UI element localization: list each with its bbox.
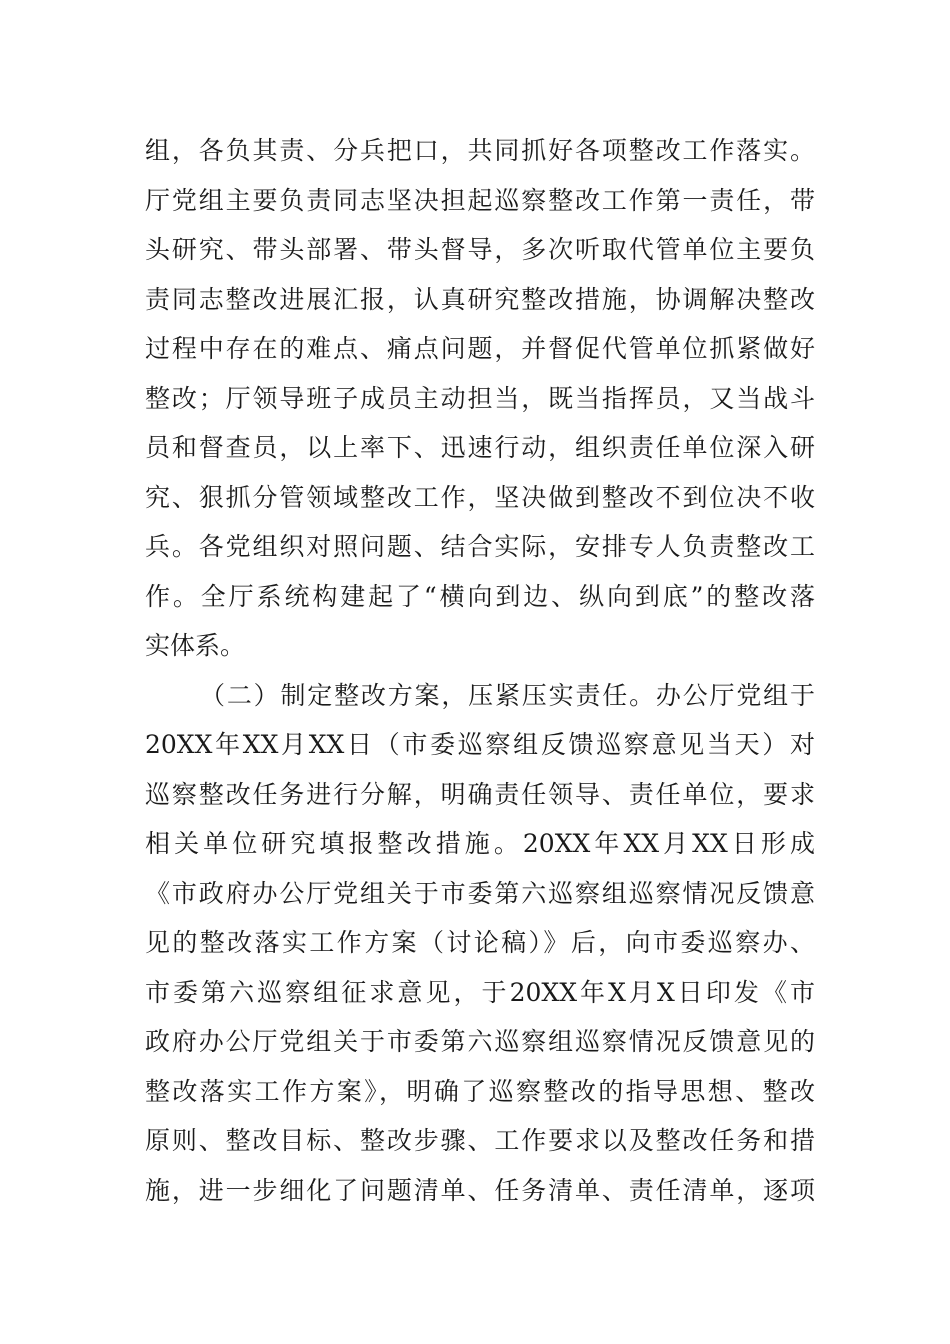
text-line: 实体系。 — [145, 631, 246, 660]
text-line: 《市政府办公厅党组关于市委第六巡察组巡察情况反馈意 — [145, 878, 815, 908]
text-line: 责同志整改进展汇报，认真研究整改措施，协调解决整改 — [145, 284, 815, 314]
text-line: 整改落实工作方案》，明确了巡察整改的指导思想、整改 — [145, 1076, 815, 1106]
text-line: 组，各负其责、分兵把口，共同抓好各项整改工作落实。 — [145, 136, 815, 165]
text-line: 原则、整改目标、整改步骤、工作要求以及整改任务和措 — [145, 1126, 815, 1155]
text-line: 见的整改落实工作方案（讨论稿）》后，向市委巡察办、 — [145, 928, 815, 957]
text-line: 市委第六巡察组征求意见，于20XX年X月X日印发《市 — [145, 977, 815, 1007]
text-line: 政府办公厅党组关于市委第六巡察组巡察情况反馈意见的 — [145, 1027, 815, 1056]
text-line: 究、狠抓分管领域整改工作，坚决做到整改不到位决不收 — [145, 482, 815, 512]
text-line: 兵。各党组织对照问题、结合实际，安排专人负责整改工 — [145, 532, 815, 561]
body-text — [145, 126, 815, 1215]
text-line: 施，进一步细化了问题清单、任务清单、责任清单，逐项 — [145, 1175, 815, 1205]
text-line: 相关单位研究填报整改措施。20XX年XX月XX日形成 — [145, 829, 815, 858]
text-line: 20XX年XX月XX日（市委巡察组反馈巡察意见当天）对 — [145, 730, 815, 759]
section-heading-line: （二）制定整改方案，压紧压实责任。办公厅党组于 — [200, 680, 815, 710]
text-line: 过程中存在的难点、痛点问题，并督促代管单位抓紧做好 — [145, 334, 815, 363]
text-line: 整改；厅领导班子成员主动担当，既当指挥员，又当战斗 — [145, 383, 815, 413]
text-line: 厅党组主要负责同志坚决担起巡察整改工作第一责任，带 — [145, 185, 815, 215]
text-line: 员和督查员，以上率下、迅速行动，组织责任单位深入研 — [145, 433, 815, 462]
text-line: 作。全厅系统构建起了“横向到边、纵向到底”的整改落 — [145, 581, 815, 611]
text-line: 头研究、带头部署、带头督导，多次听取代管单位主要负 — [145, 235, 815, 264]
text-line: 巡察整改任务进行分解，明确责任领导、责任单位，要求 — [145, 779, 815, 809]
